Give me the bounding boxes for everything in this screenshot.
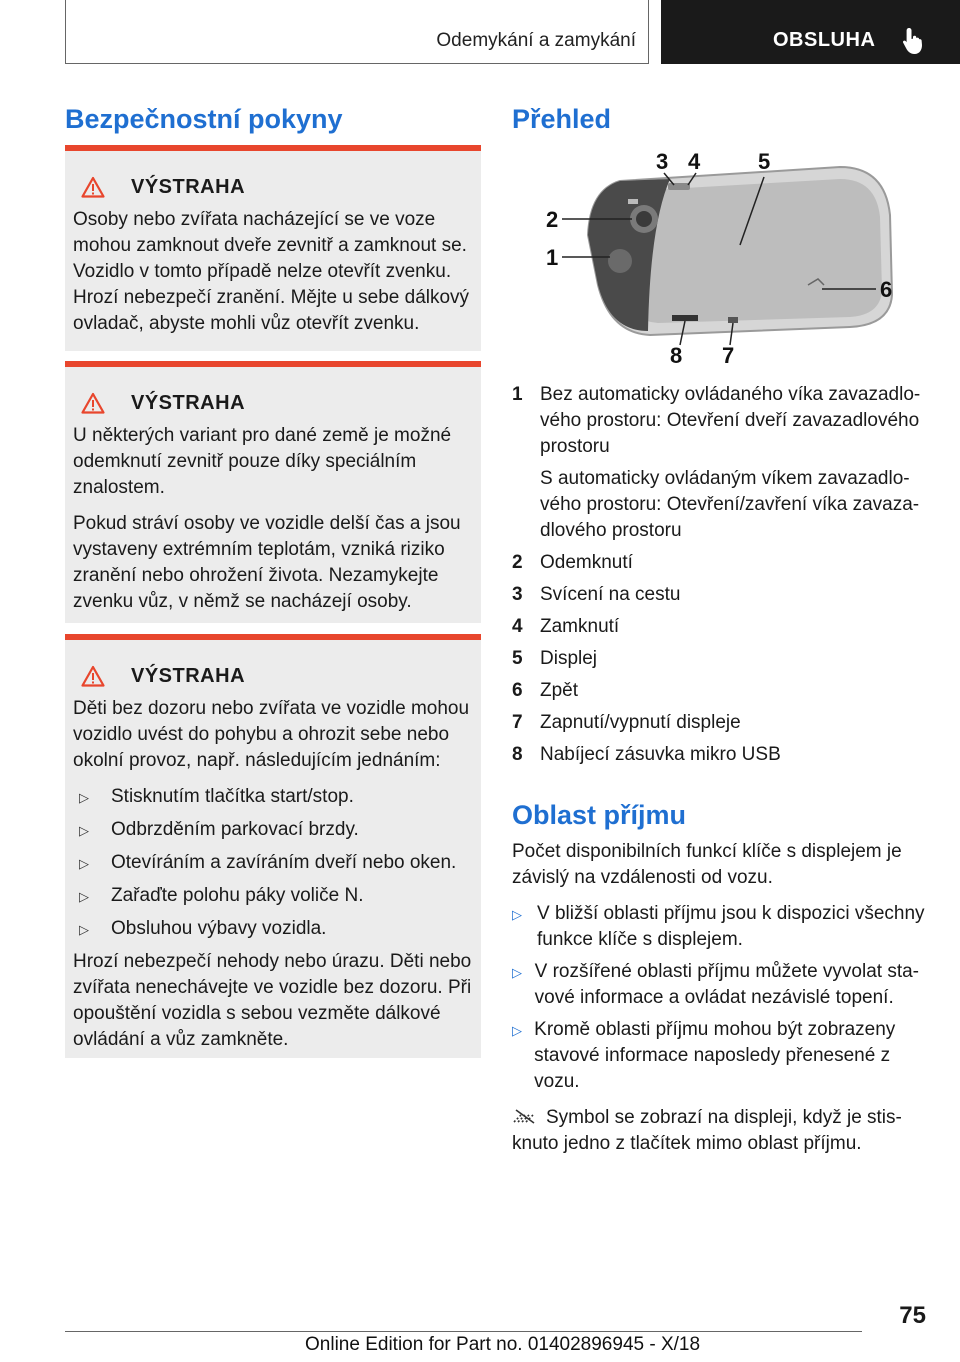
display-key-illustration [540, 145, 900, 370]
warning-label: VÝSTRAHA [131, 664, 246, 687]
figure-label-1: 1 [546, 245, 559, 270]
warning-text: U některých variant pro dané země je možné odemknutí zevnitř pouze díky speciálním znalostem. [73, 425, 452, 498]
bullet-triangle-icon: ▷ [79, 790, 89, 805]
warning-text: Pokud stráví osoby ve vozidle delší čas a jsou vystaveny extrémním teplotám, vzniká riziko zranění nebo ohrožení života. Nezamykejte zvenku vůz, v němž se nacházejí osoby. [73, 513, 461, 612]
warning-box-1 [65, 145, 481, 351]
bullet-triangle-icon: ▷ [512, 1023, 522, 1038]
figure-label-8: 8 [670, 343, 683, 368]
figure-label-5: 5 [758, 149, 771, 174]
warning-label: VÝSTRAHA [131, 175, 246, 198]
figure-label-7: 7 [722, 343, 735, 368]
reception-intro: Počet disponibilních funkcí klíče s displejem je závislý na vzdálenosti od vozu. [512, 841, 902, 888]
legend-item-1: 1 Bez automaticky ovládaného víka zavazadlového prostoru: Otevření dveří zavazadlového prostoru S automaticky ovládaným víkem zavazadlového prostoru: Otevření/zavření víka zavazadlového prostoru [512, 384, 921, 541]
list-item: ▷ Kromě oblasti příjmu mohou být zobrazeny stavové informace naposledy přenesené z vozu. [512, 1017, 926, 1095]
chapter-tab [661, 0, 960, 64]
warning-header [73, 171, 473, 203]
list-item: ▷ Odbrzděním parkovací brzdy. [73, 817, 473, 844]
warning-text: Osoby nebo zvířata nacházející se ve voze mohou zamknout dveře zevnitř a zamknout se. Vozidlo v tomto případě nelze otevřít zvenku. Hrozí nebezpečí zranění. Mějte u sebe dálkový ovladač, abyste mohli vůz otevřít zvenku. [73, 209, 470, 334]
section-title: Odemykání a zamykání [436, 30, 636, 51]
legend-item-3: 3 Svícení na cestu [512, 584, 681, 605]
warning-box-3 [65, 634, 481, 1058]
warning-header [73, 660, 473, 692]
symbol-note: Symbol se zobrazí na displeji, když je stisknuto jedno z tlačítek mimo oblast příjmu. [512, 1107, 902, 1154]
page-number: 75 [899, 1302, 926, 1329]
warning-text: Děti bez dozoru nebo zvířata ve vozidle mohou vozidlo uvést do pohybu a ohrozit sebe nebo okolní provoz, např. následujícím jednáním: [73, 698, 470, 771]
list-item: ▷ Stisknutím tlačítka start/stop. [73, 784, 473, 811]
legend-item-8: 8 Nabíjecí zásuvka mikro USB [512, 744, 781, 765]
figure-label-4: 4 [688, 149, 701, 174]
legend-item-6: 6 Zpět [512, 680, 579, 701]
overview-heading: Přehled [512, 104, 612, 134]
hand-pointer-icon [901, 26, 927, 56]
warning-box-2 [65, 361, 481, 623]
warning-triangle-icon [81, 176, 105, 198]
legend-item-2: 2 Odemknutí [512, 552, 633, 573]
warning-text: Hrozí nebezpečí nehody nebo úrazu. Děti nebo zvířata nenechávejte ve vozidle bez dozoru. Při opouštění vozidla s sebou vezměte dálkové ovládání a vůz zamkněte. [73, 951, 472, 1050]
bullet-triangle-icon: ▷ [512, 907, 522, 922]
list-item: ▷ Obsluhou výbavy vozidla. [73, 916, 473, 943]
warning-header [73, 387, 473, 419]
out-of-range-signal-icon [512, 1108, 538, 1124]
figure-label-6: 6 [880, 277, 893, 302]
warning-label: VÝSTRAHA [131, 391, 246, 414]
list-item: ▷ Otevíráním a zavíráním dveří nebo oken. [73, 850, 473, 877]
reception-heading: Oblast příjmu [512, 800, 687, 830]
figure-label-3: 3 [656, 149, 669, 174]
edition-info: Online Edition for Part no. 01402896945 - X/18 [305, 1334, 701, 1355]
warning-triangle-icon [81, 392, 105, 414]
legend-item-7: 7 Zapnutí/vypnutí displeje [512, 712, 741, 733]
chapter-label: OBSLUHA [773, 29, 876, 51]
running-header [65, 0, 649, 64]
bullet-triangle-icon: ▷ [512, 965, 522, 980]
list-item: ▷ V bližší oblasti příjmu jsou k dispozici všechny funkce klíče s displejem. [512, 901, 926, 953]
bullet-triangle-icon: ▷ [79, 922, 89, 937]
warning-triangle-icon [81, 665, 105, 687]
figure-label-2: 2 [546, 207, 559, 232]
legend-item-4: 4 Zamknutí [512, 616, 620, 637]
list-item: ▷ Zařaďte polohu páky voliče N. [73, 883, 473, 910]
list-item: ▷ V rozšířené oblasti příjmu můžete vyvolat stavové informace a ovládat nezávislé topení. [512, 959, 926, 1011]
footer-divider [65, 1331, 862, 1332]
legend-item-5: 5 Displej [512, 648, 598, 669]
bullet-triangle-icon: ▷ [79, 889, 89, 904]
safety-heading: Bezpečnostní pokyny [65, 104, 343, 134]
bullet-triangle-icon: ▷ [79, 823, 89, 838]
bullet-triangle-icon: ▷ [79, 856, 89, 871]
